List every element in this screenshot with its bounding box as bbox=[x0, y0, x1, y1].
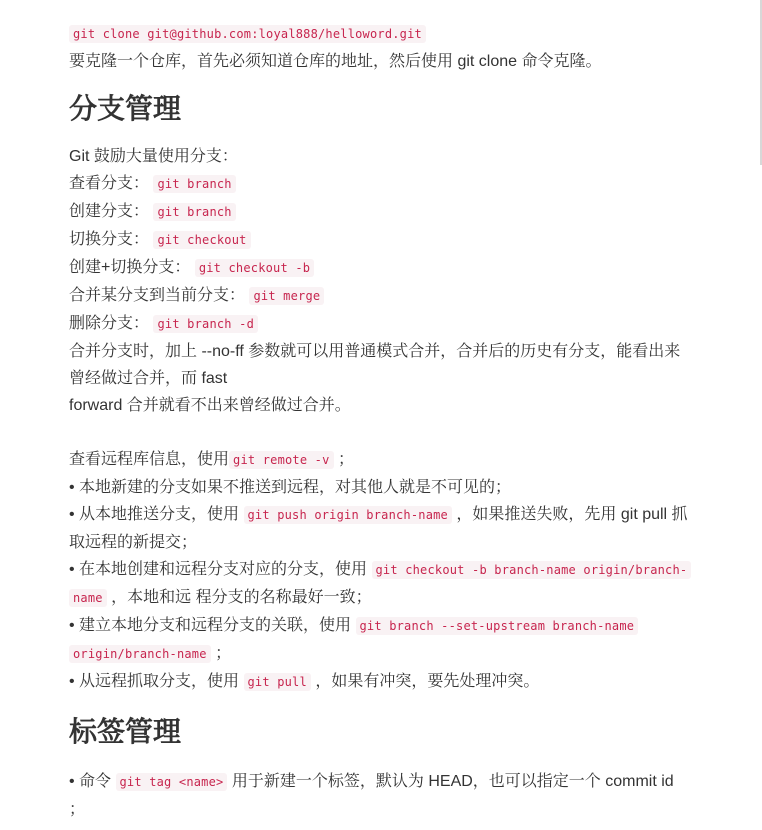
inline-code: git checkout bbox=[153, 231, 250, 249]
bullet-item bbox=[69, 668, 689, 696]
bullet-continuation: ； bbox=[69, 801, 86, 818]
no-ff-text-line: 合并分支时，加上 --no-ff 参数就可以用普通模式合并，合并后的历史有分支，能看出来 bbox=[69, 343, 681, 360]
command-line-create-branch bbox=[69, 198, 689, 226]
command-label: 查看分支： bbox=[69, 175, 150, 192]
command-label: 切换分支： bbox=[69, 231, 150, 248]
command-line-create-switch-branch bbox=[69, 254, 689, 282]
bullet-text: 用于新建一个标签，默认为 HEAD，也可以指定一个 commit id bbox=[227, 773, 674, 790]
inline-code: git pull bbox=[244, 673, 311, 691]
article-body bbox=[69, 20, 689, 823]
paragraph-gap bbox=[69, 419, 689, 446]
bullet-text: • 从本地推送分支，使用 bbox=[69, 506, 244, 523]
bullet-item bbox=[69, 612, 689, 640]
inline-code: git checkout -b branch-name origin/branch- bbox=[372, 561, 692, 579]
bullet-text: • 从远程抓取分支，使用 bbox=[69, 673, 244, 690]
clone-command-line bbox=[69, 20, 689, 48]
section-heading-branch: 分支管理 bbox=[69, 92, 182, 125]
bullet-item: • 本地新建的分支如果不推送到远程，对其他人就是不可见的； bbox=[69, 479, 512, 496]
inline-code: git push origin branch-name bbox=[244, 506, 452, 524]
bullet-text: ，如果推送失败，先用 git pull 抓 bbox=[451, 506, 688, 523]
bullet-text: ，本地和远 程分支的名称最好一致； bbox=[106, 589, 372, 606]
bullet-item bbox=[69, 556, 689, 584]
bullet-text: • 命令 bbox=[69, 773, 116, 790]
bullet-text: ，如果有冲突，要先处理冲突。 bbox=[310, 673, 540, 690]
remote-info-text: 查看远程库信息，使用 bbox=[69, 451, 230, 468]
bullet-item bbox=[69, 501, 689, 529]
clone-description: 要克隆一个仓库，首先必须知道仓库的地址，然后使用 git clone 命令克隆。 bbox=[69, 53, 602, 70]
inline-code: git branch -d bbox=[153, 315, 258, 333]
command-label: 合并某分支到当前分支： bbox=[69, 287, 246, 304]
inline-code: git checkout -b bbox=[195, 259, 314, 277]
command-line-switch-branch bbox=[69, 226, 689, 254]
inline-code: git branch bbox=[153, 203, 235, 221]
bullet-continuation bbox=[69, 640, 689, 668]
bullet-item bbox=[69, 768, 689, 796]
command-line-merge-branch bbox=[69, 282, 689, 310]
inline-code: git remote -v bbox=[229, 451, 334, 469]
command-line-delete-branch bbox=[69, 310, 689, 338]
remote-info-line bbox=[69, 446, 689, 474]
branch-intro: Git 鼓励大量使用分支： bbox=[69, 148, 238, 165]
bullet-text: ； bbox=[210, 645, 232, 662]
section-heading-tag: 标签管理 bbox=[69, 715, 182, 748]
inline-code: git branch --set-upstream branch-name bbox=[356, 617, 639, 635]
bullet-continuation bbox=[69, 584, 689, 612]
remote-info-suffix: ； bbox=[333, 451, 354, 468]
inline-code: git merge bbox=[249, 287, 324, 305]
bullet-text: • 在本地创建和远程分支对应的分支，使用 bbox=[69, 561, 372, 578]
inline-code: git clone git@github.com:loyal888/helloword.git bbox=[69, 25, 426, 43]
inline-code: git branch bbox=[153, 175, 235, 193]
command-label: 创建+切换分支： bbox=[69, 259, 191, 276]
command-line-view-branch bbox=[69, 170, 689, 198]
inline-code: name bbox=[69, 589, 107, 607]
inline-code: git tag <name> bbox=[116, 773, 228, 791]
no-ff-text-line: 曾经做过合并，而 fast bbox=[69, 370, 228, 387]
bullet-text: • 建立本地分支和远程分支的关联，使用 bbox=[69, 617, 356, 634]
no-ff-text-line: forward 合并就看不出来曾经做过合并。 bbox=[69, 397, 351, 414]
bullet-continuation: 取远程的新提交； bbox=[69, 534, 198, 551]
command-label: 创建分支： bbox=[69, 203, 150, 220]
command-label: 删除分支： bbox=[69, 315, 150, 332]
inline-code: origin/branch-name bbox=[69, 645, 211, 663]
